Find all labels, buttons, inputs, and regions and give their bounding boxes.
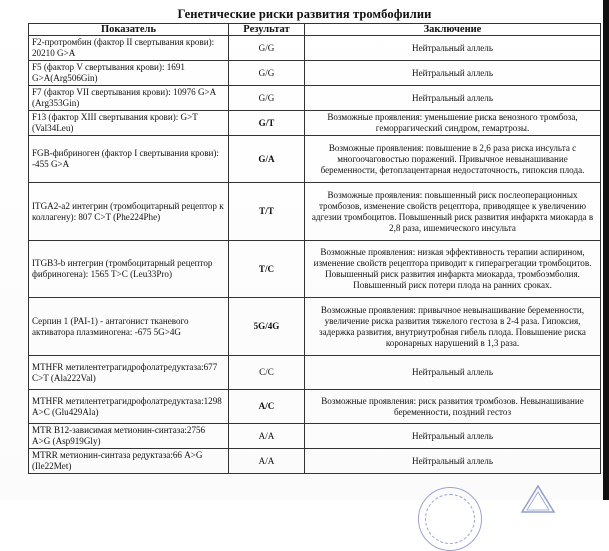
table-row xyxy=(29,241,601,298)
conclusion-cell: Нейтральный аллель xyxy=(305,61,601,86)
conclusion-cell: Нейтральный аллель xyxy=(305,86,601,111)
results-table xyxy=(28,23,601,474)
conclusion-cell: Возможные проявления: привычное невынашивание беременности, увеличение риска развития тяжелого гестоза в 2-4 раза. Гипоксия, задержка развития, внутриутробная гибель плода. Повышение риска коронарных нарушений в 1,3 раза. xyxy=(305,298,601,356)
table-row xyxy=(29,424,601,449)
conclusion-cell: Нейтральный аллель xyxy=(305,36,601,61)
indicator-cell: F7 (фактор VII свертывания крови): 10976 G>A (Arg353Gin) xyxy=(29,86,229,111)
indicator-cell: FGB-фибриноген (фактор I свертывания крови): -455 G>A xyxy=(29,136,229,183)
table-row xyxy=(29,86,601,111)
indicator-cell: MTR B12-зависимая метионин-синтаза:2756 A>G (Asp919Gly) xyxy=(29,424,229,449)
indicator-cell: MTHFR метилентетрагидрофолатредуктаза:1298 A>C (Glu429Ala) xyxy=(29,390,229,424)
conclusion-cell: Нейтральный аллель xyxy=(305,449,601,474)
table-row xyxy=(29,183,601,241)
indicator-cell: F13 (фактор XIII свертывания крови): G>T (Val34Leu) xyxy=(29,111,229,136)
table-row xyxy=(29,61,601,86)
conclusion-cell: Нейтральный аллель xyxy=(305,356,601,390)
result-cell: T/C xyxy=(229,241,305,298)
result-cell: C/C xyxy=(229,356,305,390)
result-cell: T/T xyxy=(229,183,305,241)
triangle-stamp-icon xyxy=(520,484,556,514)
result-cell: G/G xyxy=(229,36,305,61)
scan-edge-right xyxy=(603,0,609,500)
indicator-cell: MTRR метионин-синтаза редуктаза:66 A>G (Ile22Met) xyxy=(29,449,229,474)
indicator-cell: F2-протромбин (фактор II свертывания крови): 20210 G>A xyxy=(29,36,229,61)
result-cell: G/G xyxy=(229,61,305,86)
conclusion-cell: Нейтральный аллель xyxy=(305,424,601,449)
result-cell: G/A xyxy=(229,136,305,183)
table-row xyxy=(29,36,601,61)
conclusion-cell: Возможные проявления: уменьшение риска венозного тромбоза, геморрагический синдром, гемартрозы. xyxy=(305,111,601,136)
indicator-cell: MTHFR метилентетрагидрофолатредуктаза:677 C>T (Ala222Val) xyxy=(29,356,229,390)
conclusion-cell: Возможные проявления: повышенный риск послеоперационных тромбозов, изменение свойств рецептора, приводящее к увеличению адгезии тромбоцитов. Повышенный риск развития инфаркта миокарда в 2,8 раза, ишемического инсульта xyxy=(305,183,601,241)
table-header-row xyxy=(29,24,601,36)
table-body xyxy=(29,36,601,474)
conclusion-cell: Возможные проявления: низкая эффективность терапии аспирином, изменение свойств рецептора приводит к гиперагрегации тромбоцитов. Повышенный риск развития инфаркта миокарда, тромбоэмболия. Повышенный риск потери плода на ранних сроках. xyxy=(305,241,601,298)
result-cell: A/C xyxy=(229,390,305,424)
result-cell: G/G xyxy=(229,86,305,111)
result-cell: A/A xyxy=(229,424,305,449)
indicator-cell: Серпин 1 (PAI-1) - антагонист тканевого активатора плазминогена: -675 5G>4G xyxy=(29,298,229,356)
result-cell: 5G/4G xyxy=(229,298,305,356)
indicator-cell: F5 (фактор V свертывания крови): 1691 G>A(Arg506Gin) xyxy=(29,61,229,86)
header-indicator: Показатель xyxy=(29,24,229,36)
table-row xyxy=(29,298,601,356)
conclusion-cell: Возможные проявления: повышение в 2,6 раза риска инсульта с многоочаговостью поражений. Привычное невынашивание беременности, фетоплацентарная недостаточность, гипоксия плода. xyxy=(305,136,601,183)
indicator-cell: ITGB3-b интегрин (тромбоцитарный рецептор фибриногена): 1565 T>C (Leu33Pro) xyxy=(29,241,229,298)
result-cell: A/A xyxy=(229,449,305,474)
conclusion-cell: Возможные проявления: риск развития тромбозов. Невынашивание беременности, поздний гестоз xyxy=(305,390,601,424)
table-row xyxy=(29,136,601,183)
table-row xyxy=(29,356,601,390)
table-row xyxy=(29,449,601,474)
round-seal-icon xyxy=(418,487,482,551)
table-row xyxy=(29,111,601,136)
result-cell: G/T xyxy=(229,111,305,136)
document-title: Генетические риски развития тромбофилии xyxy=(177,7,432,21)
table-row xyxy=(29,390,601,424)
header-conclusion: Заключение xyxy=(305,24,601,36)
header-result: Результат xyxy=(229,24,305,36)
indicator-cell: ITGA2-a2 интегрин (тромбоцитарный рецептор к коллагену): 807 C>T (Phe224Phe) xyxy=(29,183,229,241)
